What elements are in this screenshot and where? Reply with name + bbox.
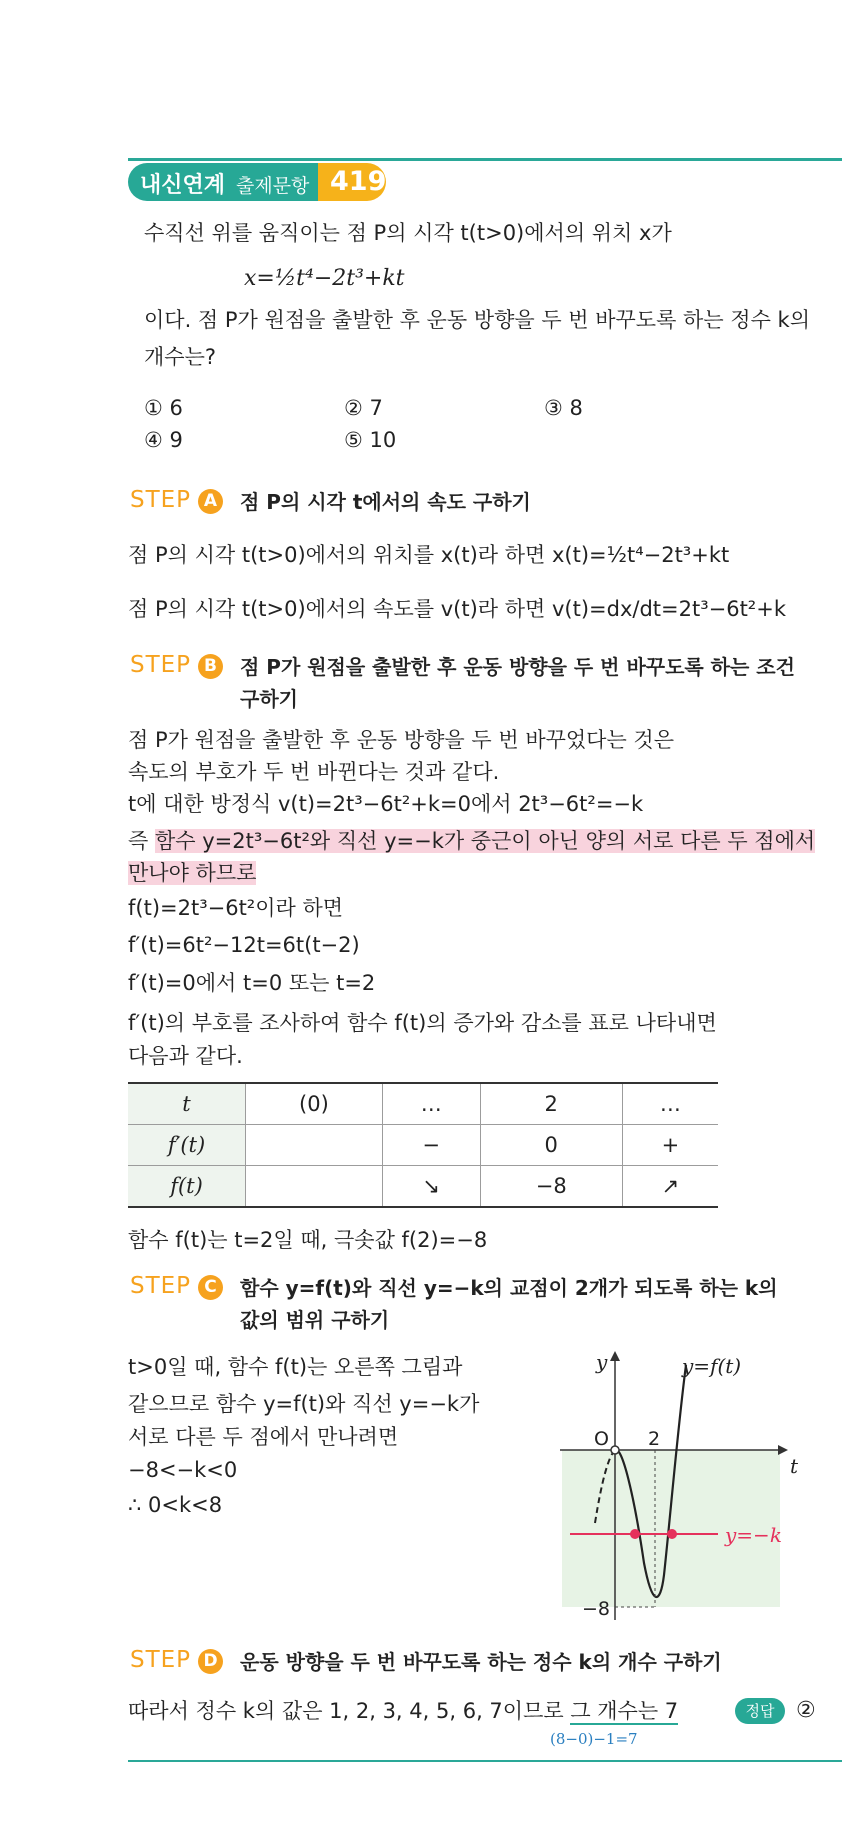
step-c-letter: C [198, 1275, 223, 1300]
step-b-title-2: 구하기 [240, 687, 298, 711]
answer-badge: 정답 [735, 1698, 785, 1724]
step-b-letter: B [198, 654, 223, 679]
table-row: f′(t) − 0 + [128, 1125, 718, 1166]
step-b-line-4: 즉 함수 y=2t³−6t²와 직선 y=−k가 중근이 아닌 양의 서로 다른 두 점에서 [128, 829, 816, 853]
step-c-title-1: 함수 y=f(t)와 직선 y=−k의 교점이 2개가 되도록 하는 k의 [240, 1276, 778, 1300]
header-rule [128, 158, 842, 161]
function-graph [560, 1345, 810, 1627]
step-c-line-5: ∴ 0<k<8 [128, 1493, 223, 1517]
step-b-line-5 [128, 858, 256, 888]
problem-line-2: 이다. 점 P가 원점을 출발한 후 운동 방향을 두 번 바꾸도록 하는 정수 k의 [144, 308, 810, 332]
answer-count: 그 개수는 7 [570, 1699, 679, 1723]
problem-number: 419 [330, 166, 387, 197]
step-a-title: 점 P의 시각 t에서의 속도 구하기 [240, 490, 531, 514]
step-c-line-4: −8<−k<0 [128, 1458, 238, 1482]
problem-header-badge [128, 163, 392, 201]
step-c-line-3: 서로 다른 두 점에서 만나려면 [128, 1425, 399, 1449]
tick-t-2: 2 [648, 1428, 661, 1450]
step-b-line-1: 점 P가 원점을 출발한 후 운동 방향을 두 번 바꾸었다는 것은 [128, 728, 674, 752]
problem-line-3: 개수는? [144, 345, 217, 369]
step-b-title-1: 점 P가 원점을 출발한 후 운동 방향을 두 번 바꾸도록 하는 조건 [240, 655, 795, 679]
intersection-point [630, 1529, 640, 1539]
step-b-line-10: 다음과 같다. [128, 1044, 243, 1068]
step-b-line-3: t에 대한 방정식 v(t)=2t³−6t²+k=0에서 2t³−6t²=−k [128, 792, 644, 816]
choice-4[interactable]: ④ 9 [144, 428, 183, 452]
badge-main: 내신연계 [140, 173, 226, 198]
y-axis-label: y [596, 1350, 608, 1374]
step-b-line-6: f(t)=2t³−6t²이라 하면 [128, 896, 344, 920]
table-row: f(t) ↘ −8 ↗ [128, 1166, 718, 1208]
step-d-title: 운동 방향을 두 번 바꾸도록 하는 정수 k의 개수 구하기 [240, 1650, 722, 1674]
step-b-line-8: f′(t)=0에서 t=0 또는 t=2 [128, 971, 376, 995]
step-b-line-11: 함수 f(t)는 t=2일 때, 극솟값 f(2)=−8 [128, 1228, 488, 1252]
step-d-line: 따라서 정수 k의 값은 1, 2, 3, 4, 5, 6, 7이므로 그 개수는 7 [128, 1699, 679, 1723]
step-a-letter: A [198, 489, 223, 514]
step-b-line-2: 속도의 부호가 두 번 바뀐다는 것과 같다. [128, 760, 500, 784]
step-a-line-2: 점 P의 시각 t(t>0)에서의 속도를 v(t)라 하면 v(t)=dx/dt=2t³−6t²+k [128, 597, 786, 621]
origin-label: O [594, 1428, 609, 1450]
step-a-line-1: 점 P의 시각 t(t>0)에서의 위치를 x(t)라 하면 x(t)=½t⁴−2t³+kt [128, 543, 730, 567]
intersection-point [667, 1529, 677, 1539]
choice-1[interactable]: ① 6 [144, 396, 183, 420]
choice-2[interactable]: ② 7 [344, 396, 383, 420]
highlight-condition-cont: 만나야 하므로 [128, 861, 257, 885]
table-row: t (0) … 2 … [128, 1083, 718, 1125]
step-b-line-7: f′(t)=6t²−12t=6t(t−2) [128, 933, 360, 957]
problem-line-1: 수직선 위를 움직이는 점 P의 시각 t(t>0)에서의 위치 x가 [144, 221, 672, 245]
origin-open-point [611, 1446, 619, 1454]
final-answer: ② [796, 1698, 816, 1723]
choice-5[interactable]: ⑤ 10 [344, 428, 397, 452]
footer-rule [128, 1760, 842, 1762]
choice-3[interactable]: ③ 8 [544, 396, 583, 420]
sign-table [128, 1082, 718, 1208]
step-b-line-9: f′(t)의 부호를 조사하여 함수 f(t)의 증가와 감소를 표로 나타내면 [128, 1011, 717, 1035]
t-axis-label: t [790, 1454, 799, 1478]
line-label: y=−k [725, 1523, 782, 1547]
tick-y-neg8: −8 [582, 1598, 611, 1620]
problem-formula: x=½t⁴−2t³+kt [244, 266, 405, 291]
step-d-letter: D [198, 1649, 223, 1674]
curve-label: y=f(t) [682, 1354, 742, 1378]
badge-sub: 출제문항 [236, 175, 310, 197]
count-note: (8−0)−1=7 [550, 1730, 638, 1748]
step-c-line-2: 같으므로 함수 y=f(t)와 직선 y=−k가 [128, 1392, 480, 1416]
highlight-condition: 함수 y=2t³−6t²와 직선 y=−k가 중근이 아닌 양의 서로 다른 두 점에서 [154, 829, 816, 853]
step-c-line-1: t>0일 때, 함수 f(t)는 오른쪽 그림과 [128, 1355, 463, 1379]
step-c-title-2: 값의 범위 구하기 [240, 1308, 390, 1332]
